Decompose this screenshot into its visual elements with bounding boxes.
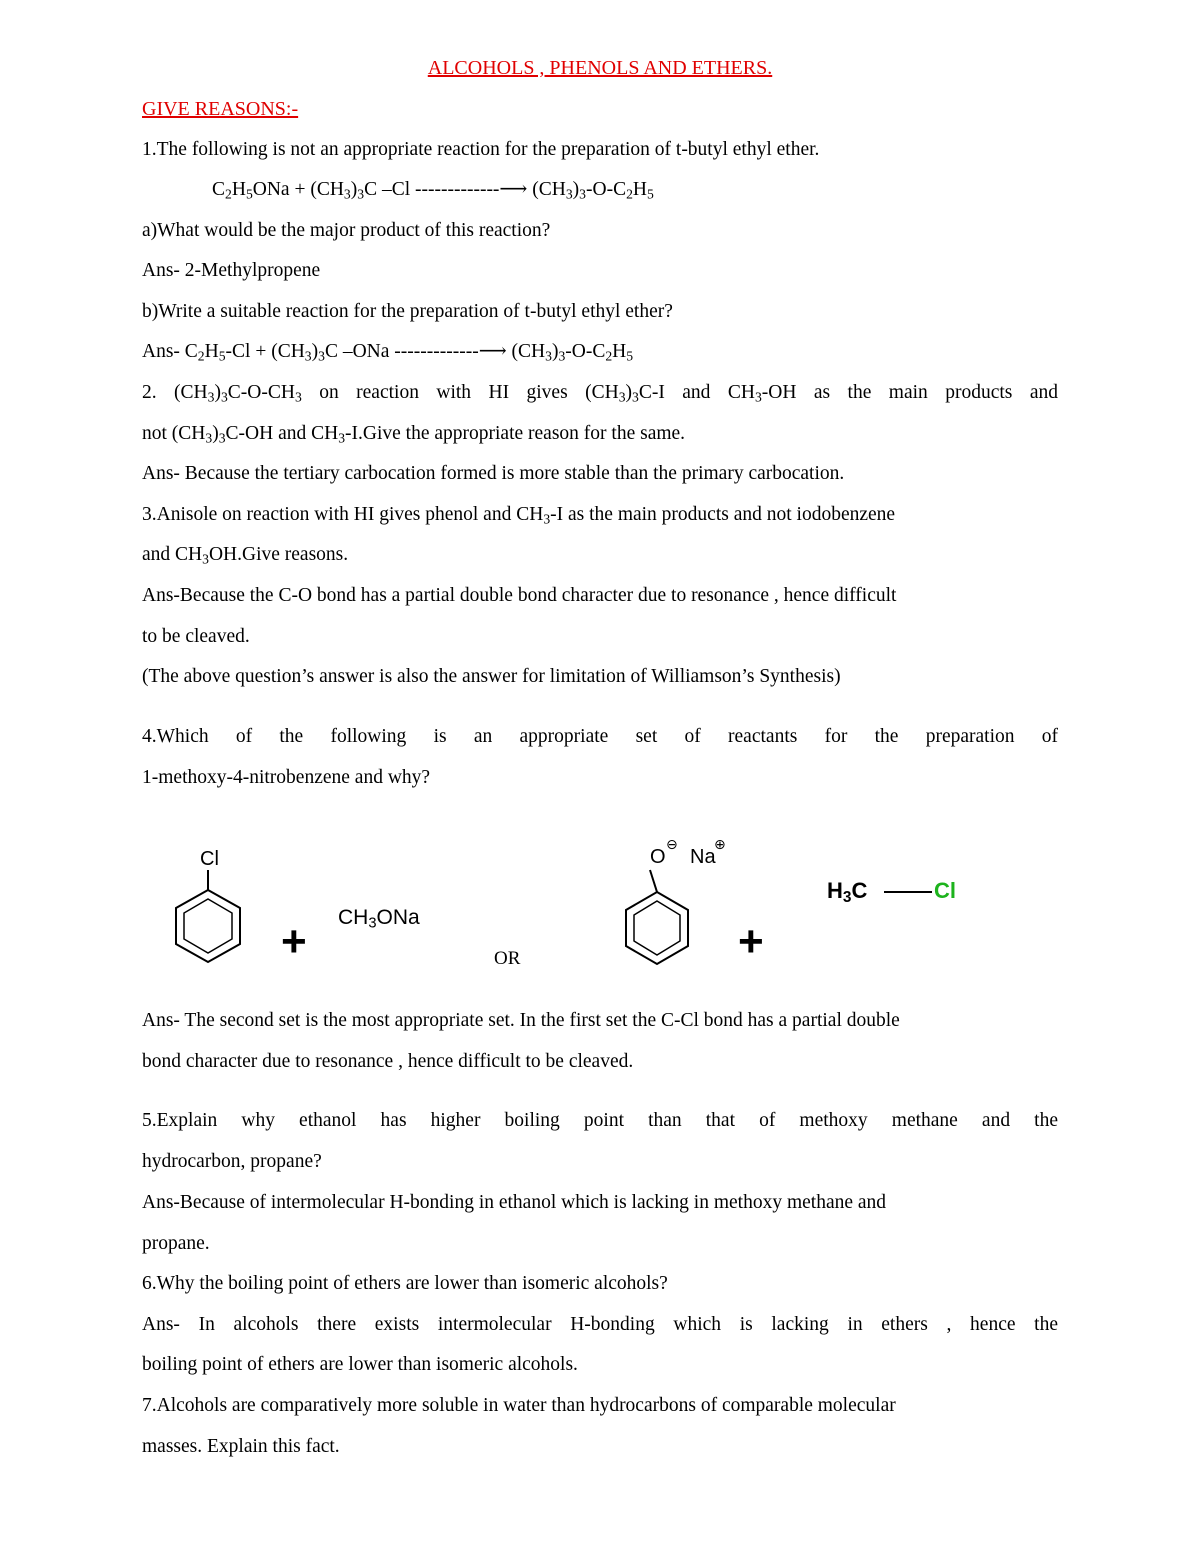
sodium-charge: ⊕: [714, 836, 726, 852]
q6-answer-line2: boiling point of ethers are lower than isomeric alcohols.: [142, 1354, 578, 1375]
chlorine-label: Cl: [200, 848, 219, 870]
q3-answer-line2: to be cleaved.: [142, 626, 250, 647]
q5-line2: hydrocarbon, propane?: [142, 1151, 322, 1172]
q6-question: 6.Why the boiling point of ethers are lower than isomeric alcohols?: [142, 1273, 668, 1294]
q5-line1: 5.Explain why ethanol has higher boiling point than that of methoxy methane and the: [142, 1110, 1058, 1131]
q1b-question: b)Write a suitable reaction for the preparation of t-butyl ethyl ether?: [142, 301, 673, 322]
q4-line1: 4.Which of the following is an appropriate set of reactants for the preparation of: [142, 726, 1058, 747]
q6-answer-line1: Ans- In alcohols there exists intermolecular H-bonding which is lacking in ethers , hence the: [142, 1314, 1058, 1335]
sodium-methoxide-label: $CH_3ONa$: [338, 906, 420, 932]
q3-line1: 3.Anisole on reaction with HI gives phenol and $CH_3-I$ as the main products and not iodobenzene: [142, 504, 896, 527]
q4-answer-line1: Ans- The second set is the most appropriate set. In the first set the C-Cl bond has a partial double: [142, 1010, 900, 1031]
q1b-answer: Ans- $C_2H_5-Cl + (CH_3)_3C$ –ONa -------------⟶ $(CH_3)_3-O-C_2H_5$: [142, 341, 634, 364]
q1-reaction: $C_2H_5ONa + (CH_3)_3C$ –Cl -------------⟶ $(CH_3)_3-O-C_2H_5$: [212, 179, 654, 202]
plus-sign-1: +: [281, 917, 307, 966]
q3-answer-line1: Ans-Because the C-O bond has a partial double bond character due to resonance , hence difficult: [142, 585, 897, 606]
section-heading: GIVE REASONS:-: [142, 98, 299, 120]
q4-answer-line2: bond character due to resonance , hence difficult to be cleaved.: [142, 1051, 634, 1072]
c-cl-bond: [884, 890, 932, 894]
sodium-label: Na: [690, 846, 716, 868]
plus-sign-2: +: [738, 917, 764, 966]
methyl-group-label: $H_3C$: [827, 878, 868, 906]
chlorine-green-label: Cl: [934, 878, 956, 903]
q5-answer-line1: Ans-Because of intermolecular H-bonding in ethanol which is lacking in methoxy methane and: [142, 1192, 887, 1213]
q5-answer-line2: propane.: [142, 1233, 210, 1254]
q1a-answer: Ans- 2-Methylpropene: [142, 260, 321, 281]
q4-line2: 1-methoxy-4-nitrobenzene and why?: [142, 767, 431, 788]
chlorobenzene-structure: [166, 868, 250, 968]
q3-line2: and $CH_3OH.Give$ reasons.: [142, 544, 349, 567]
sodium-phenoxide-structure: [620, 866, 700, 970]
q7-line2: masses. Explain this fact.: [142, 1436, 340, 1457]
oxygen-label: O: [650, 846, 666, 868]
q1a-question: a)What would be the major product of this reaction?: [142, 220, 551, 241]
q7-line1: 7.Alcohols are comparatively more soluble in water than hydrocarbons of comparable molecular: [142, 1395, 896, 1416]
page-title: ALCOHOLS , PHENOLS AND ETHERS.: [427, 57, 773, 79]
q1-text: 1.The following is not an appropriate reaction for the preparation of t-butyl ethyl ether.: [142, 139, 820, 160]
oxygen-charge: ⊖: [666, 836, 678, 852]
q2-line1: 2. $(CH_3)_3C-O-CH_3$ on reaction with HI gives $(CH_3)_3C-I$ and $CH_3-OH$ as the main products and: [142, 382, 1058, 405]
or-label: OR: [494, 948, 521, 969]
q3-note: (The above question’s answer is also the answer for limitation of Williamson’s Synthesis): [142, 666, 841, 687]
q2-line2: not $(CH_3)_3C-OH$ and $CH_3-I.Give$ the appropriate reason for the same.: [142, 423, 686, 446]
q2-answer: Ans- Because the tertiary carbocation formed is more stable than the primary carbocation.: [142, 463, 845, 484]
